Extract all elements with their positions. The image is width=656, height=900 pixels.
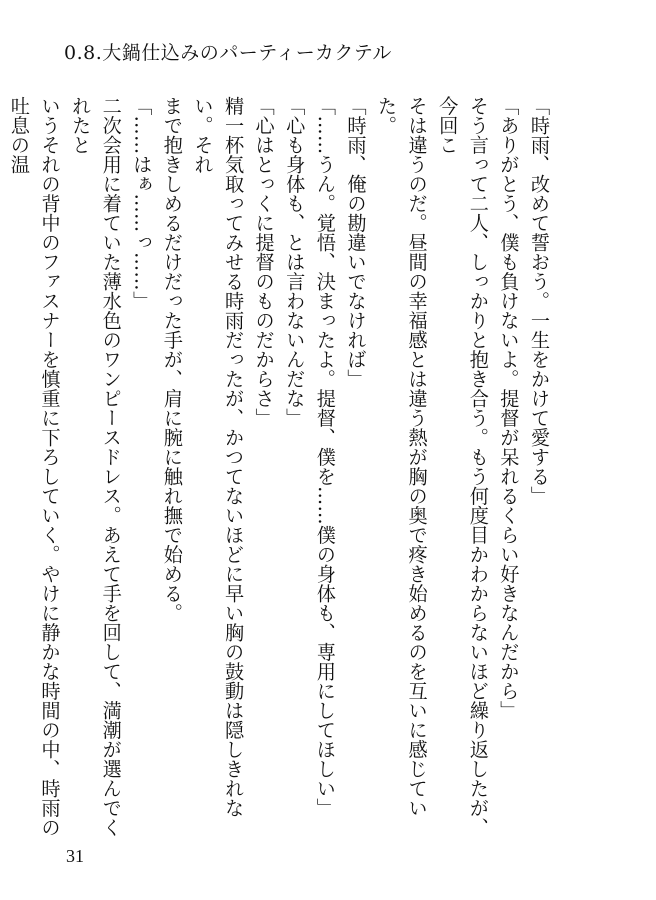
text-line: 二次会用に着ていた薄水色のワンピースドレス。あえて手を回して、満潮が選んでくれたと xyxy=(69,96,123,837)
text-line xyxy=(0,96,3,844)
text-line: まで抱きしめるだけだった手が、肩に腕に触れ撫で始める。 xyxy=(160,96,184,623)
text-line: 「時雨、俺の勘違いでなければ」 xyxy=(344,96,368,389)
text-line: いうそれの背中のファスナーを慎重に下ろしていく。やけに静かな時間の中、時雨の吐息の温 xyxy=(7,96,62,837)
text-line: 「……うん。覚悟、決まったよ。提督、僕を……僕の身体も、専用にしてほしい」 xyxy=(313,96,337,818)
text-line: そは違うのだ。昼間の幸福感とは違う熱が胸の奥で疼き始めるのを互いに感じていた。 xyxy=(375,96,429,818)
text-line: そう言って二人、しっかりと抱き合う。もう何度目かわからないほど繰り返したが、今回こ xyxy=(436,96,490,837)
chapter-title: 0.8.大鍋仕込みのパーティーカクテル xyxy=(64,42,392,64)
text-line: 精一杯気取ってみせる時雨だったが、かつてないほどに早い胸の鼓動は隠しきれない。それ xyxy=(191,96,246,818)
text-line: 「ありがとう、僕も負けないよ。提督が呆れるくらい好きなんだから」 xyxy=(497,96,521,720)
text-line: 「……はぁ……っ……」 xyxy=(130,96,154,311)
text-line: 「心も身体も、とは言わないんだな」 xyxy=(283,96,307,428)
vertical-body-text xyxy=(0,96,554,844)
text-line: 「時雨、改めて誓おう。一生をかけて愛する」 xyxy=(528,96,551,506)
page-number: 31 xyxy=(66,846,84,866)
text-line: 「心はとっくに提督のものだからさ」 xyxy=(252,96,276,428)
